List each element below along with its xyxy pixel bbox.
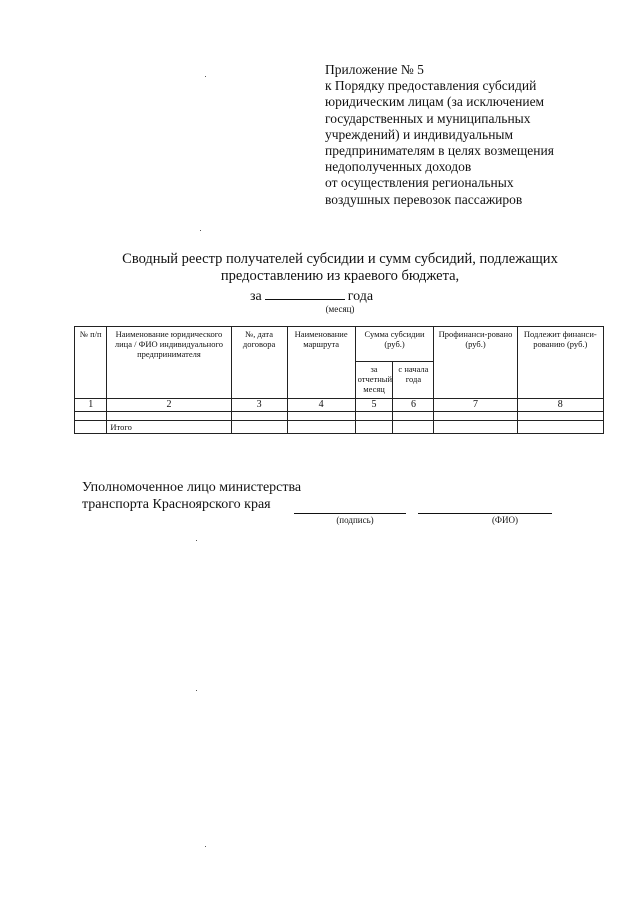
period-line — [250, 287, 450, 305]
full-name-caption: (ФИО) — [491, 515, 519, 525]
empty-cell[interactable] — [231, 421, 287, 434]
empty-cell[interactable] — [393, 412, 434, 421]
table-row — [75, 412, 604, 421]
scan-speck — [205, 846, 206, 847]
column-number: 7 — [434, 399, 517, 412]
empty-cell[interactable] — [434, 421, 517, 434]
empty-cell[interactable] — [517, 412, 603, 421]
column-number: 6 — [393, 399, 434, 412]
empty-cell[interactable] — [355, 421, 393, 434]
empty-cell[interactable] — [434, 412, 517, 421]
title-line-1: Сводный реестр получателей субсидии и сумм субсидий, подлежащих — [122, 251, 558, 267]
appendix-line: учреждений) и индивидуальным — [325, 126, 514, 142]
empty-cell[interactable] — [231, 412, 287, 421]
scan-speck — [200, 230, 201, 231]
header-num: № п/п — [75, 327, 107, 399]
appendix-line: Приложение № 5 — [325, 62, 424, 77]
signer-line-2: транспорта Красноярского края — [82, 497, 271, 512]
empty-cell[interactable] — [517, 421, 603, 434]
month-caption: (месяц) — [325, 304, 355, 314]
empty-cell — [75, 421, 107, 434]
header-sum-start: с начала года — [393, 362, 434, 399]
registry-table — [74, 326, 604, 434]
empty-cell[interactable] — [355, 412, 393, 421]
appendix-line: юридическим лицам (за исключением — [325, 94, 545, 110]
column-number: 4 — [287, 399, 355, 412]
empty-cell[interactable] — [107, 412, 231, 421]
column-number: 5 — [355, 399, 393, 412]
title-line-2: предоставлению из краевого бюджета, — [220, 268, 460, 284]
appendix-line: государственных и муниципальных — [325, 110, 531, 126]
empty-cell[interactable] — [287, 412, 355, 421]
period-suffix: года — [347, 289, 374, 304]
full-name-field[interactable] — [418, 512, 552, 514]
column-number: 1 — [75, 399, 107, 412]
column-number: 2 — [107, 399, 231, 412]
scan-speck — [205, 76, 206, 77]
column-number: 8 — [517, 399, 603, 412]
column-number: 3 — [231, 399, 287, 412]
header-name: Наименование юридического лица / ФИО индивидуального предпринимателя — [107, 327, 231, 399]
signature-caption: (подпись) — [336, 515, 374, 525]
signer-line-1: Уполномоченное лицо министерства — [82, 480, 302, 495]
header-contract: №, дата договора — [231, 327, 287, 399]
appendix-line: недополученных доходов — [325, 159, 472, 175]
header-route: Наименование маршрута — [287, 327, 355, 399]
month-blank-field[interactable] — [265, 287, 345, 300]
scan-speck — [196, 540, 197, 541]
header-financed: Профинанси-ровано (руб.) — [434, 327, 517, 399]
total-row — [75, 421, 604, 434]
appendix-line: от осуществления региональных — [325, 175, 514, 191]
period-prefix: за — [250, 289, 262, 304]
empty-cell[interactable] — [287, 421, 355, 434]
header-sum-month: за отчетный месяц — [355, 362, 393, 399]
scan-speck — [196, 690, 197, 691]
appendix-line: воздушных перевозок пассажиров — [325, 191, 523, 207]
empty-cell[interactable] — [75, 412, 107, 421]
header-sum: Сумма субсидии (руб.) — [355, 327, 434, 362]
appendix-line: к Порядку предоставления субсидий — [325, 78, 537, 94]
signer-block — [82, 479, 502, 513]
total-label: Итого — [107, 421, 231, 434]
empty-cell[interactable] — [393, 421, 434, 434]
appendix-line: предпринимателям в целях возмещения — [325, 143, 554, 159]
appendix-block — [325, 62, 625, 208]
column-number-row — [75, 399, 604, 412]
header-to-finance: Подлежит финанси-рованию (руб.) — [517, 327, 603, 399]
signature-field[interactable] — [294, 512, 406, 514]
document-title — [100, 251, 580, 285]
